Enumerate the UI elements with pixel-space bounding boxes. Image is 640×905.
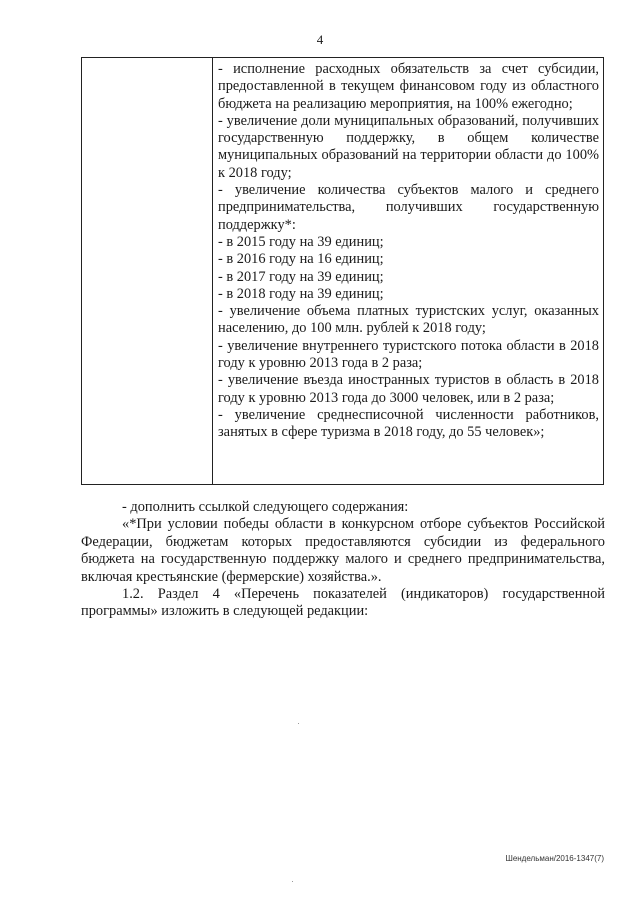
page-number: 4 — [316, 32, 324, 47]
list-item: - увеличение количества субъектов малого и среднего предпринимательства, получивших государственную поддержку*: — [218, 182, 599, 233]
list-item: - в 2016 году на 16 единиц; — [218, 251, 384, 268]
body-text — [81, 499, 605, 621]
list-item: - в 2018 году на 39 единиц; — [218, 285, 384, 302]
list-item: - увеличение внутреннего туристского потока области в 2018 году к уровню 2013 года в 2 раза; — [218, 337, 599, 372]
scan-speck — [292, 881, 293, 882]
table-left-cell — [82, 58, 213, 484]
list-item: - исполнение расходных обязательств за счет субсидии, предоставленной в текущем финансовом году из областного бюджета на реализацию мероприятия, на 100% ежегодно; — [218, 61, 599, 112]
amendment-intro: - дополнить ссылкой следующего содержания: — [122, 499, 409, 515]
footnote-text: «*При условии победы области в конкурсном отборе субъектов Российской Федерации, бюджетам которых предоставляются субсидии из федерального бюджета на государственную поддержку малого и среднего предпринимательства, включая крестьянские (фермерские) хозяйства.». — [81, 516, 605, 585]
list-item: - увеличение среднесписочной численности работников, занятых в сфере туризма в 2018 году, до 55 человек»; — [218, 406, 599, 441]
scan-speck — [298, 723, 299, 724]
table-right-cell — [213, 61, 603, 442]
indicators-table — [81, 57, 604, 485]
list-item: - в 2015 году на 39 единиц; — [218, 233, 384, 250]
document-code: Шендельман/2016-1347(7) — [505, 854, 604, 863]
list-item: - увеличение доли муниципальных образований, получивших государственную поддержку, в общем количестве муниципальных образований на территории области до 100% к 2018 году; — [218, 112, 599, 181]
list-item: - увеличение въезда иностранных туристов в область в 2018 году к уровню 2013 года до 3000 человек, или в 2 раза; — [218, 372, 599, 406]
section-amendment: 1.2. Раздел 4 «Перечень показателей (индикаторов) государственной программы» изложить в следующей редакции: — [81, 586, 605, 620]
list-item: - увеличение объема платных туристских услуг, оказанных населению, до 100 млн. рублей к 2018 году; — [218, 303, 599, 337]
list-item: - в 2017 году на 39 единиц; — [218, 268, 384, 285]
